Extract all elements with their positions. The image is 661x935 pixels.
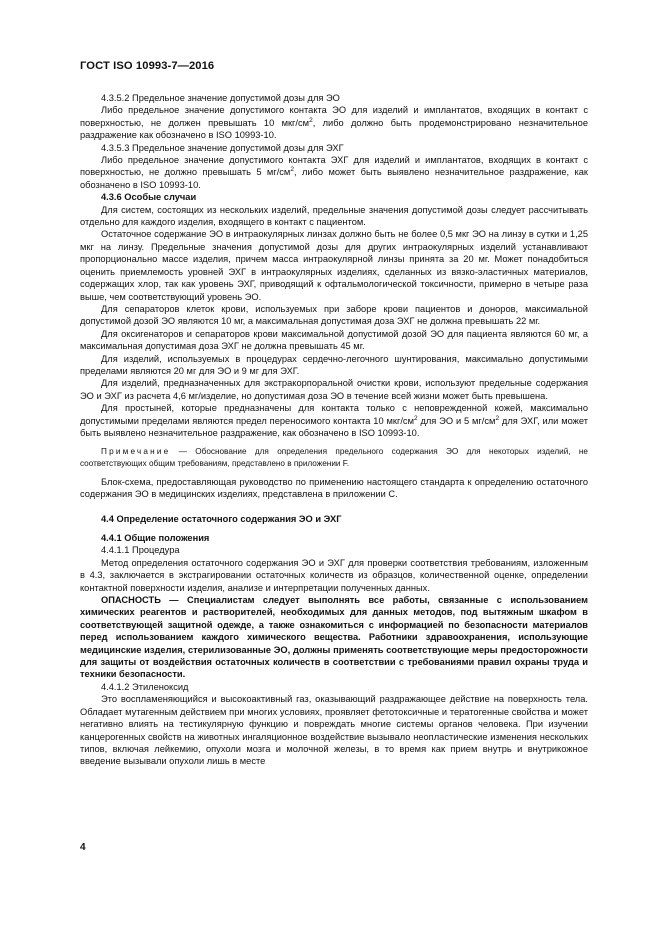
paragraph: Для систем, состоящих из нескольких изделий, предельные значения допустимой дозы следует рассчитывать отдельно для каждого изделия, входящего в контакт с пациентом.	[80, 204, 588, 228]
paragraph	[80, 402, 588, 439]
text: Для простыней, которые предназначены для контакта только с неповрежденной кожей, максимально допустимыми пределами являются предел переносимого контакта 10 мкг/см	[80, 403, 588, 426]
document-header: ГОСТ ISO 10993-7—2016	[80, 60, 215, 72]
spacer	[80, 469, 588, 476]
paragraph: Это воспламеняющийся и высокоактивный газ, оказывающий раздражающее действие на поверхность тела. Обладает мутагенным действием при многих условиях, проявляет фетотоксичные и тератогенные свойства и может негативно влиять на тестикулярную функцию и повреждать многие системы органов человека. При изучении канцерогенных свойств на животных ингаляционное воздействие вызывало неопластические изменения нескольких типов, включая лейкемию, опухоли мозга и молочной железы, в то время как прием внутрь и внутрикожное введение вызывали опухоли лишь в месте	[80, 694, 588, 767]
text: для ЭО и 5 мг/см	[417, 415, 496, 426]
text: для ЭХГ, или может быть выявлено незначительное раздражение, как обозначено в ISO 10993-10.	[80, 415, 589, 438]
paragraph: Для сепараторов клеток крови, используемых при заборе крови пациентов и доноров, максимальной допустимой дозой ЭО являются 10 мг, а максимальная допустимая доза ЭХГ не должна превышать 22 мг.	[80, 303, 588, 327]
note	[80, 446, 588, 468]
heading-4-3-5-3: 4.3.5.3 Предельное значение допустимой дозы для ЭХГ	[101, 142, 344, 153]
spacer	[80, 525, 588, 532]
heading-4-4-1: 4.4.1 Общие положения	[101, 533, 210, 543]
superscript: 2	[290, 166, 294, 174]
heading-4-4-1-2: 4.4.1.2 Этиленоксид	[101, 681, 189, 692]
heading-4-3-6: 4.3.6 Особые случаи	[101, 192, 197, 203]
paragraph: Блок-схема, предоставляющая руководство по применению настоящего стандарта к определению остаточного содержания ЭО в медицинских изделиях, представлена в приложении C.	[80, 476, 588, 500]
note-text: — Обоснование для определения предельного содержания ЭО для некоторых изделий, не соответствующих общим требованиям, представлено в приложении F.	[80, 447, 588, 468]
paragraph: Для оксигенаторов и сепараторов крови максимальной допустимой дозой ЭО для пациента являются 60 мг, а максимальная допустимая доза ЭХГ не должна превышать 45 мг.	[80, 328, 588, 352]
superscript: 2	[309, 116, 313, 124]
paragraph: Остаточное содержание ЭО в интраокулярных линзах должно быть не более 0,5 мкг ЭО на линзу в сутки и 1,25 мкг на линзу. Предельные значения допустимой дозы для других интраокулярных изделий устанавливают пропорционально массе изделия, причем масса интраокулярной линзы принята за 20 мг. Может понадобиться оценить приемлемость уровней ЭХГ в интраокулярных изделиях, сделанных из вязко-эластичных материалов, содержащих хлор, так как уровень ЭХГ, приводящий к офтальмологической токсичности, примерно в четыре раза выше, чем соответствующий уровень ЭО.	[80, 229, 588, 302]
text: Либо предельное значение допустимого контакта ЭО для изделий и имплантатов, входящих в контакт с поверхностью, не должен превышать 10 мкг/см	[80, 105, 588, 128]
superscript: 2	[495, 414, 500, 422]
note-label: Примечание	[101, 447, 171, 457]
heading-4-4-1-1: 4.4.1.1 Процедура	[101, 545, 180, 556]
heading-4-4: 4.4 Определение остаточного содержания ЭО и ЭХГ	[101, 513, 342, 524]
heading-4-3-5-2: 4.3.5.2 Предельное значение допустимой дозы для ЭО	[101, 93, 340, 103]
superscript: 2	[413, 414, 418, 422]
text: , либо должно быть продемонстрировано незначительное раздражение как обозначено в ISO 10993-10.	[80, 117, 589, 141]
paragraph-4-3-5-2	[80, 104, 588, 141]
paragraph: Для изделий, предназначенных для экстракорпоральной очистки крови, используют предельные содержания ЭО и ЭХГ из расчета 4,6 мг/изделие, но допустимая доза ЭО в течение всей жизни может быть превышена.	[80, 378, 588, 401]
page-body	[80, 92, 588, 768]
spacer	[80, 439, 588, 446]
text: Либо предельное значение допустимого контакта ЭХГ для изделий и имплантатов, входящих в контакт с поверхностью, не должно превышать 5 мг/см	[80, 155, 588, 178]
page-number: 4	[80, 842, 86, 853]
paragraph: Метод определения остаточного содержания ЭО и ЭХГ для проверки соответствия требованиям, изложенным в 4.3, заключается в экстрагировании остаточных количеств из образцов, количественной оценке, определении контактной поверхности изделия, анализе и интерпретации полученных данных.	[80, 557, 588, 593]
paragraph: Для изделий, используемых в процедурах сердечно-легочного шунтирования, максимально допустимыми пределами являются 20 мг для ЭО и 9 мг для ЭХГ.	[80, 353, 588, 376]
danger-warning: ОПАСНОСТЬ — Специалистам следует выполнять все работы, связанные с использованием химических реагентов и растворителей, необходимых для данных методов, под вытяжным шкафом в соответствующей защитной одежде, а также ознакомиться с информацией по безопасности материалов перед использованием каждого химического вещества. Работники здравоохранения, использующие медицинские изделия, стерилизованные ЭО, должны применять соответствующие меры предосторожности для защиты от воздействия остаточных количеств в соответствии с требованиями правил охраны труда и техники безопасности.	[80, 595, 588, 680]
spacer	[80, 501, 588, 513]
text: , либо может быть выявлено незначительное раздражение, как обозначено в ISO 10993-10.	[80, 167, 588, 190]
paragraph-4-3-5-3	[80, 154, 588, 191]
